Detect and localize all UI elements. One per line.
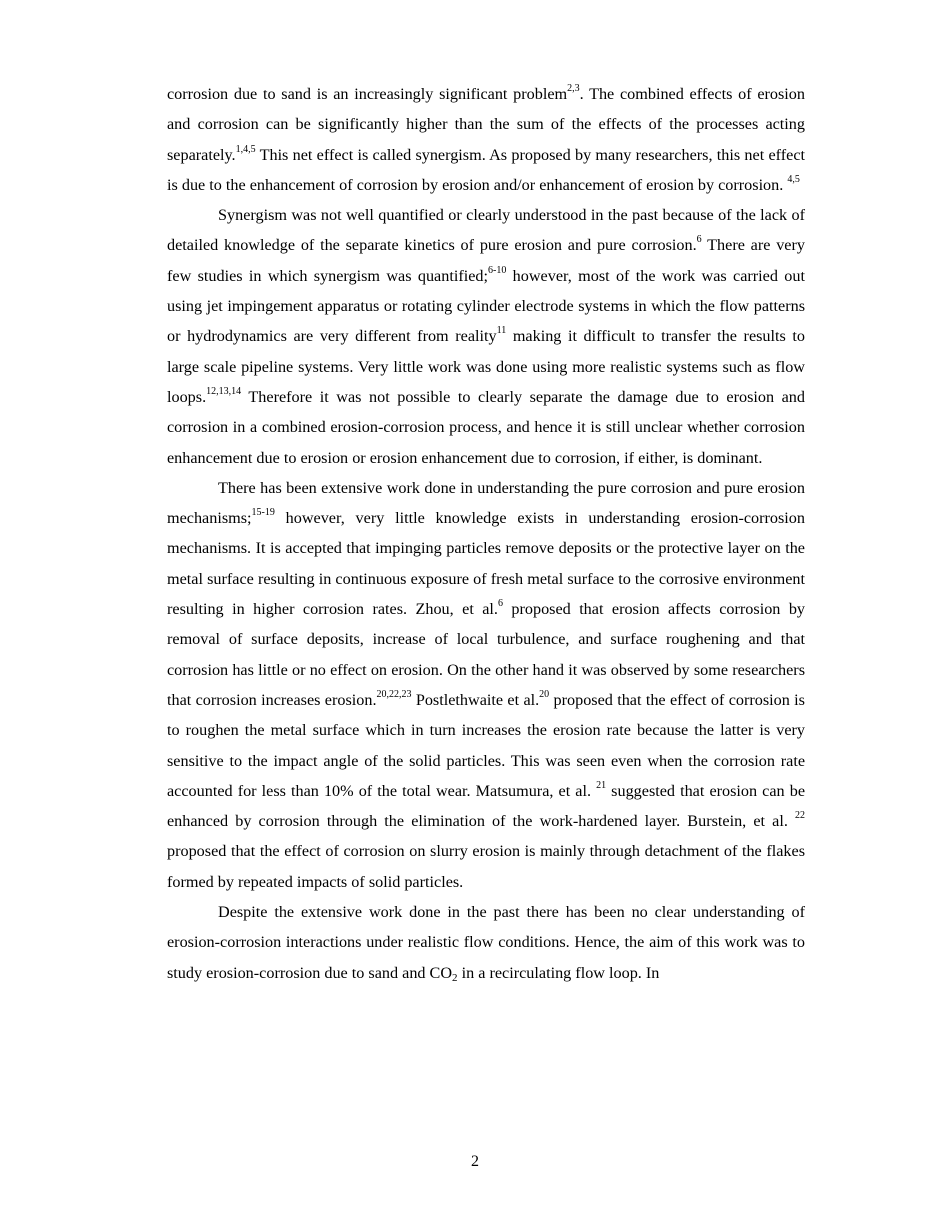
citation-superscript: 1,4,5: [235, 143, 256, 155]
citation-superscript: 6-10: [487, 264, 507, 276]
text-run: Therefore it was not possible to clearly separate the damage due to erosion and corrosion in a combined erosion-corrosion process, and hence it is still unclear whether corrosion enhancement due to erosion or erosion enhancement due to corrosion, if either, is dominant.: [167, 387, 805, 467]
citation-superscript: 20: [539, 688, 550, 700]
paragraph: [167, 473, 805, 897]
citation-superscript: 6: [696, 234, 702, 246]
citation-superscript: 11: [496, 325, 507, 337]
text-run: . The combined effects of erosion and corrosion can be significantly higher than the sum of the effects of the processes acting separately.: [167, 85, 805, 164]
text-run: however, very little knowledge exists in understanding erosion-corrosion mechanisms. It is accepted that impinging particles remove deposits or the protective layer on the metal surface resulting in continuous exposure of fresh metal surface to the corrosive environment resulting in higher corrosion rates. Zhou, et al.: [167, 509, 805, 619]
citation-superscript: 6: [497, 598, 503, 610]
citation-superscript: 15-19: [251, 507, 275, 519]
paragraph: [167, 79, 805, 200]
citation-superscript: 21: [596, 779, 607, 791]
text-run: There has been extensive work done in understanding the pure corrosion and pure erosion mechanisms;: [167, 478, 805, 528]
text-run: suggested that erosion can be enhanced by corrosion through the elimination of the work-hardened layer. Burstein, et al.: [167, 781, 805, 831]
citation-superscript: 2,3: [567, 83, 580, 94]
page-number: 2: [471, 1153, 479, 1170]
text-run: however, most of the work was carried out using jet impingement apparatus or rotating cylinder electrode systems in which the flow patterns or hydrodynamics are very different from reality: [167, 266, 805, 346]
text-run: There are very few studies in which synergism was quantified;: [167, 236, 805, 285]
text-run: proposed that the effect of corrosion on slurry erosion is mainly through detachment of the flakes formed by repeated impacts of solid particles.: [167, 842, 805, 891]
text-run: Despite the extensive work done in the past there has been no clear understanding of erosion-corrosion interactions under realistic flow conditions. Hence, the aim of this work was to study erosion-corrosion due to sand and CO: [167, 903, 805, 982]
subscript: 2: [452, 971, 458, 984]
text-run: in a recirculating flow loop. In: [457, 963, 660, 982]
text-run: proposed that erosion affects corrosion by removal of surface deposits, increase of local turbulence, and surface roughening and that corrosion has little or no effect on erosion. On the other hand it was observed by some researchers that corrosion increases erosion.: [167, 600, 806, 709]
citation-superscript: 12,13,14: [206, 385, 242, 397]
citation-superscript: 22: [795, 810, 805, 822]
citation-superscript: 20,22,23: [376, 688, 412, 700]
text-run: Postlethwaite et al.: [411, 690, 540, 709]
page-body: [167, 79, 805, 988]
text-run: proposed that the effect of corrosion is to roughen the metal surface which in turn increases the erosion rate because the latter is very sensitive to the impact angle of the solid particles. This was seen even when the corrosion rate accounted for less than 10% of the total wear. Matsumura, et al.: [167, 690, 805, 800]
text-run: Synergism was not well quantified or clearly understood in the past because of the lack of detailed knowledge of the separate kinetics of pure erosion and pure corrosion.: [167, 206, 805, 255]
paragraph: [167, 897, 805, 988]
text-run: corrosion due to sand is an increasingly significant problem: [167, 85, 568, 103]
paragraph: [167, 200, 805, 473]
text-run: making it difficult to transfer the results to large scale pipeline systems. Very little work was done using more realistic systems such as flow loops.: [167, 327, 805, 406]
text-run: This net effect is called synergism. As proposed by many researchers, this net effect is due to the enhancement of corrosion by erosion and/or enhancement of erosion by corrosion.: [167, 145, 805, 194]
citation-superscript: 4,5: [787, 173, 800, 185]
